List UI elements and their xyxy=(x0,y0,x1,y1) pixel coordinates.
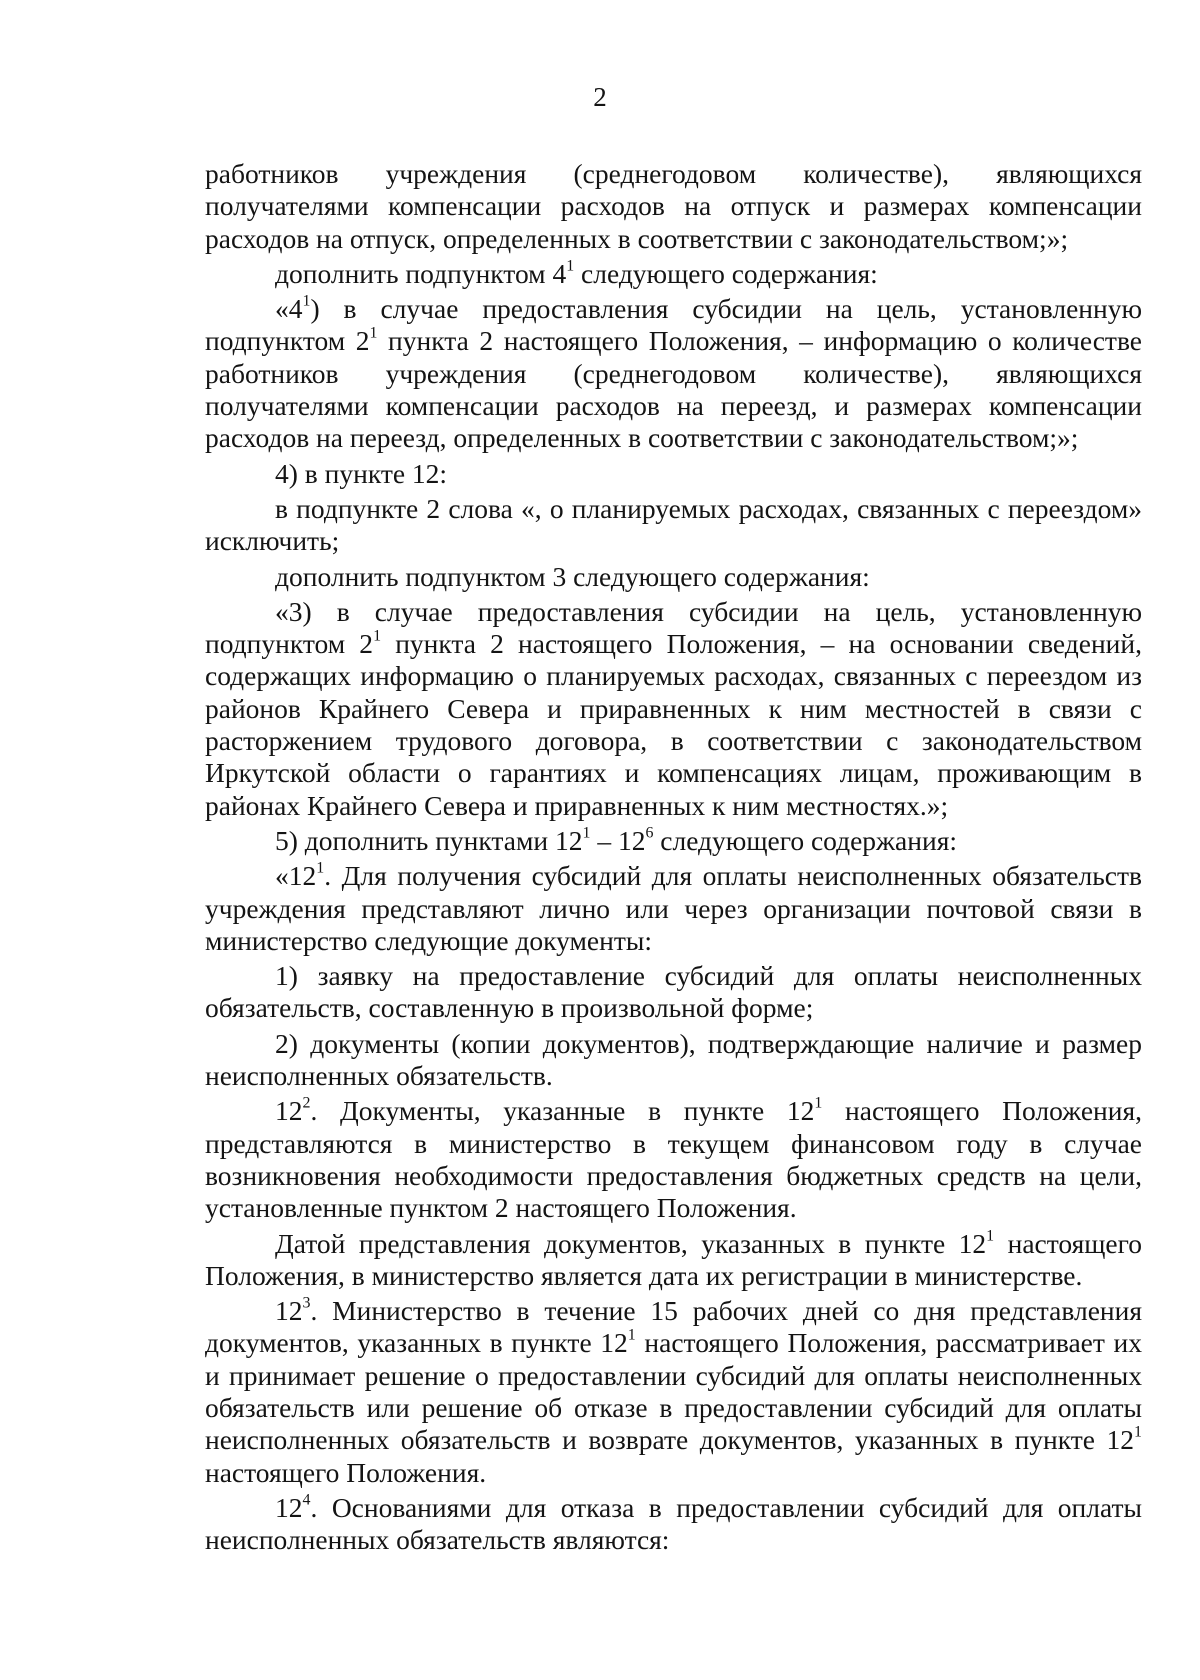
page-number: 2 xyxy=(593,82,607,112)
paragraph-p14: $12^3$. Министерство в течение 15 рабочих дней со дня представления документов, указанных в пункте $12^1$ настоящего Положения, рассматривает их и принимает решение о предоставлении субсидий для оплаты неисполненных обязательств или решение об отказе в предоставлении субсидий для оплаты неисполненных обязательств и возврате документов, указанных в пункте $12^1$ настоящего Положения. xyxy=(205,1294,1142,1488)
paragraph-p4: 4) в пункте 12: xyxy=(275,457,448,489)
paragraph-p1: работников учреждения (среднегодовом количестве), являющихся получателями компенсации расходов на отпуск и размерах компенсации расходов на отпуск, определенных в соответствии с законодательством;»; xyxy=(205,158,1142,254)
paragraph-p11: 2) документы (копии документов), подтверждающие наличие и размер неисполненных обязательств. xyxy=(205,1027,1142,1092)
paragraph-p2: дополнить подпунктом $4^1$ следующего содержания: xyxy=(275,257,878,289)
paragraph-p12: $12^2$. Документы, указанные в пункте $12^1$ настоящего Положения, представляются в министерство в текущем финансовом году в случае возникновения необходимости предоставления бюджетных средств на цели, установленные пунктом 2 настоящего Положения. xyxy=(205,1094,1142,1224)
document-body xyxy=(205,158,1142,1556)
paragraph-p3: «$4^1$) в случае предоставления субсидии на цель, установленную подпунктом $2^1$ пункта 2 настоящего Положения, – информацию о количестве работников учреждения (среднегодовом количестве), являющихся получателями компенсации расходов на переезд, и размерах компенсации расходов на переезд, определенных в соответствии с законодательством;»; xyxy=(205,292,1142,454)
paragraph-p10: 1) заявку на предоставление субсидий для оплаты неисполненных обязательств, составленную в произвольной форме; xyxy=(205,960,1142,1024)
paragraph-p13: Датой представления документов, указанных в пункте $12^1$ настоящего Положения, в министерство является дата их регистрации в министерстве. xyxy=(205,1227,1142,1291)
paragraph-p8: 5) дополнить пунктами $12^1 - 12^6$ следующего содержания: xyxy=(275,824,957,856)
paragraph-p15: $12^4$. Основаниями для отказа в предоставлении субсидий для оплаты неисполненных обязательств являются: xyxy=(205,1491,1142,1556)
paragraph-p7: «3) в случае предоставления субсидии на цель, установленную подпунктом $2^1$ пункта 2 настоящего Положения, – на основании сведений, содержащих информацию о планируемых расходах, связанных с переездом из районов Крайнего Севера и приравненных к ним местностей в связи с расторжением трудового договора, в соответствии с законодательством Иркутской области о гарантиях и компенсациях лицам, проживающим в районах Крайнего Севера и приравненных к ним местностях.»; xyxy=(205,595,1142,821)
paragraph-p9: «$12^1$. Для получения субсидий для оплаты неисполненных обязательств учреждения представляют лично или через организации почтовой связи в министерство следующие документы: xyxy=(205,859,1142,956)
paragraph-p5: в подпункте 2 слова «, о планируемых расходах, связанных с переездом» исключить; xyxy=(205,492,1142,557)
paragraph-p6: дополнить подпунктом 3 следующего содержания: xyxy=(275,560,870,592)
